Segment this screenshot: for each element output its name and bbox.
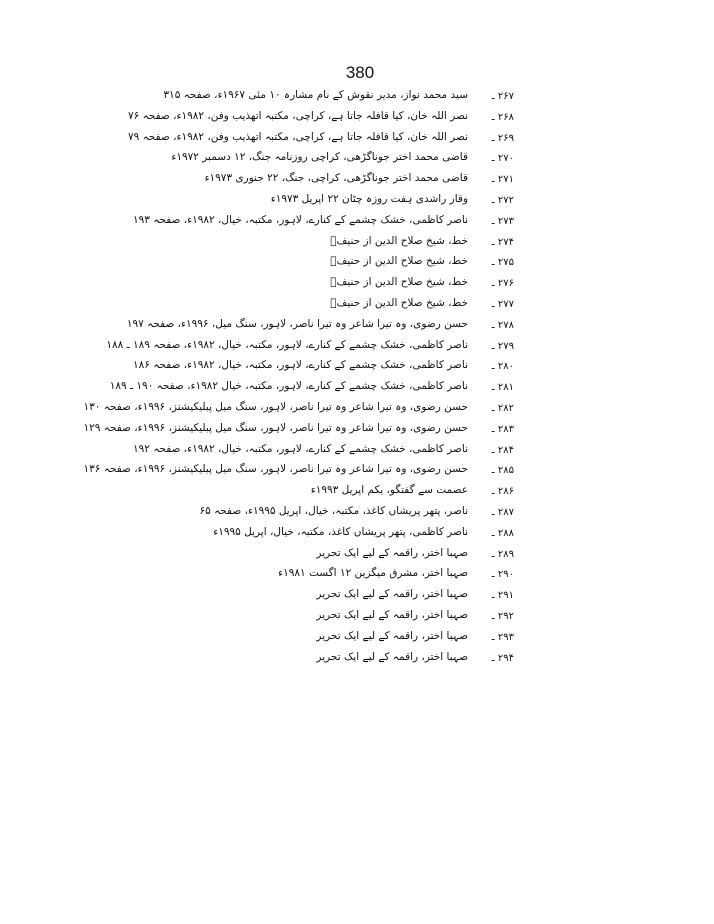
footnote-row <box>0 88 714 109</box>
footnote-row <box>0 338 714 359</box>
footnote-row <box>0 546 714 567</box>
footnote-row <box>0 109 714 130</box>
footnote-text: عصمت سے گفتگو، یکم اپریل ۱۹۹۳ء <box>310 484 468 497</box>
footnote-text: ناصر کاظمی، خشک چشمے کے کنارے، لاہور، مکتبہ، خیال، ۱۹۸۲ء، صفحہ ۱۹۳ <box>133 213 468 226</box>
footnote-number: ۲۹۳ ـ <box>491 631 514 643</box>
footnote-text: خط، شیخ صلاح الدین از حنیفؔ <box>330 296 468 309</box>
footnote-number: ۲۹۱ ـ <box>491 590 514 602</box>
footnote-text: خط، شیخ صلاح الدین از حنیفؔ <box>330 234 468 247</box>
footnote-row <box>0 254 714 275</box>
footnote-text: صہبا اختر، مشرق میگزین ۱۲ اگست ۱۹۸۱ء <box>278 567 468 580</box>
footnote-number: ۲۸۱ ـ <box>491 382 514 394</box>
footnote-text: حسن رضوی، وہ تیرا شاعر وہ تیرا ناصر، لاہور، سنگ میل پبلیکیشنز، ۱۹۹۶ء، صفحہ ۱۳۰ <box>83 400 468 413</box>
footnote-number: ۲۷۸ ـ <box>491 319 514 331</box>
footnote-row <box>0 462 714 483</box>
footnote-number: ۲۸۷ ـ <box>491 506 514 518</box>
footnote-text: ناصر کاظمی، خشک چشمے کے کنارے، لاہور، مکتبہ، خیال، ۱۹۸۲ء، صفحہ ۱۸۹ ـ ۱۸۸ <box>106 338 468 351</box>
footnote-row <box>0 650 714 671</box>
footnote-row <box>0 629 714 650</box>
footnote-text: ناصر کاظمی، پتھر پریشاں کاغذ، مکتبہ، خیال، اپریل ۱۹۹۵ء <box>213 525 468 538</box>
footnote-text: صہبا اختر، راقمہ کے لیے ایک تحریر <box>316 650 468 663</box>
footnote-number: ۲۸۲ ـ <box>491 402 514 414</box>
footnote-number: ۲۹۲ ـ <box>491 610 514 622</box>
footnote-text: ناصر کاظمی، خشک چشمے کے کنارے، لاہور، مکتبہ، خیال ۱۹۸۲ء، صفحہ ۱۹۰ ـ ۱۸۹ <box>109 380 468 393</box>
footnote-number: ۲۸۰ ـ <box>491 361 514 373</box>
footnote-row <box>0 296 714 317</box>
footnote-text: صہبا اختر، راقمہ کے لیے ایک تحریر <box>316 546 468 559</box>
footnote-text: صہبا اختر، راقمہ کے لیے ایک تحریر <box>316 629 468 642</box>
footnote-number: ۲۷۰ ـ <box>491 153 514 165</box>
footnote-number: ۲۹۴ ـ <box>491 652 514 664</box>
footnote-number: ۲۸۵ ـ <box>491 465 514 477</box>
footnote-number: ۲۸۴ ـ <box>491 444 514 456</box>
footnote-text: صہبا اختر، راقمہ کے لیے ایک تحریر <box>316 608 468 621</box>
footnote-text: سید محمد نواز، مدیر نقوش کے نام مشارہ ۱۰ مئی ۱۹۶۷ء، صفحہ ۳۱۵ <box>163 89 468 101</box>
footnote-number: ۲۷۹ ـ <box>491 340 514 352</box>
footnote-number: ۲۷۷ ـ <box>491 298 514 310</box>
footnote-row <box>0 130 714 151</box>
footnote-number: ۲۹۰ ـ <box>491 569 514 581</box>
footnote-number: ۲۷۳ ـ <box>491 215 514 227</box>
page-number: 380 <box>345 63 375 82</box>
footnote-number: ۲۸۹ ـ <box>491 548 514 560</box>
footnote-number: ۲۷۴ ـ <box>491 236 514 248</box>
footnote-row <box>0 400 714 421</box>
footnote-text: ناصر کاظمی، خشک چشمے کے کنارے، لاہور، مکتبہ، خیال، ۱۹۸۲ء، صفحہ ۱۸۶ <box>133 359 468 372</box>
footnote-text: ناصر کاظمی، خشک چشمے کے کنارے، لاہور، مکتبہ، خیال، ۱۹۸۲ء، صفحہ ۱۹۲ <box>133 442 468 455</box>
footnote-row <box>0 275 714 296</box>
footnote-text: حسن رضوی، وہ تیرا شاعر وہ تیرا ناصر، لاہور، سنگ میل، ۱۹۹۶ء، صفحہ ۱۹۷ <box>126 317 468 330</box>
footnote-row <box>0 483 714 504</box>
footnote-text: صہبا اختر، راقمہ کے لیے ایک تحریر <box>316 588 468 601</box>
footnote-text: نصر اللہ خان، کیا قافلہ جاتا ہے، کراچی، مکتبہ اتھذیب وفن، ۱۹۸۲ء، صفحہ ۷۹ <box>128 130 468 143</box>
footnote-row <box>0 442 714 463</box>
footnote-number: ۲۷۶ ـ <box>491 278 514 290</box>
footnote-number: ۲۶۷ ـ <box>491 91 514 102</box>
footnote-row <box>0 525 714 546</box>
footnote-text: خط، شیخ صلاح الدین از حنیفؔ <box>330 255 468 268</box>
footnote-number: ۲۸۶ ـ <box>491 486 514 498</box>
footnote-number: ۲۷۱ ـ <box>491 174 514 186</box>
footnote-text: قاضی محمد اختر جوناگڑھی، کراچی، جنگ، ۲۲ جنوری ۱۹۷۳ء <box>204 172 468 185</box>
footnote-row <box>0 171 714 192</box>
footnote-row <box>0 587 714 608</box>
footnote-row <box>0 213 714 234</box>
footnote-number: ۲۸۳ ـ <box>491 423 514 435</box>
footnote-text: نصر اللہ خان، کیا قافلہ جاتا ہے، کراچی، مکتبہ اتھذیب وفن، ۱۹۸۲ء، صفحہ ۷۶ <box>128 109 468 122</box>
footnote-text: حسن رضوی، وہ تیرا شاعر وہ تیرا ناصر، لاہور، سنگ میل پبلیکیشنز، ۱۹۹۶ء، صفحہ ۱۳۶ <box>83 463 468 476</box>
footnote-row <box>0 234 714 255</box>
footnote-row <box>0 566 714 587</box>
footnote-row <box>0 608 714 629</box>
footnote-number: ۲۸۸ ـ <box>491 527 514 539</box>
footnote-number: ۲۷۲ ـ <box>491 194 514 206</box>
footnote-text: قاضی محمد اختر جوناگڑھی، کراچی روزنامہ جنگ، ۱۲ دسمبر ۱۹۷۲ء <box>171 151 468 164</box>
footnote-text: ناصر، پتھر پریشاں کاغذ، مکتبہ، خیال، اپریل ۱۹۹۵ء، صفحہ ۶۵ <box>199 504 468 517</box>
footnote-number: ۲۷۵ ـ <box>491 257 514 269</box>
footnote-text: خط، شیخ صلاح الدین از حنیفؔ <box>330 276 468 289</box>
footnote-text: حسن رضوی، وہ تیرا شاعر وہ تیرا ناصر، لاہور، سنگ میل پبلیکیشنز، ۱۹۹۶ء، صفحہ ۱۲۹ <box>83 421 468 434</box>
footnote-number: ۲۶۸ ـ <box>491 111 514 123</box>
footnote-list <box>0 88 714 670</box>
footnote-row <box>0 317 714 338</box>
footnote-row <box>0 150 714 171</box>
footnote-row <box>0 379 714 400</box>
footnote-row <box>0 504 714 525</box>
footnote-row <box>0 358 714 379</box>
footnote-text: وقار راشدی ہفت روزہ چٹان ۲۲ اپریل ۱۹۷۳ء <box>270 192 468 205</box>
footnote-row <box>0 192 714 213</box>
footnote-number: ۲۶۹ ـ <box>491 132 514 144</box>
footnote-row <box>0 421 714 442</box>
